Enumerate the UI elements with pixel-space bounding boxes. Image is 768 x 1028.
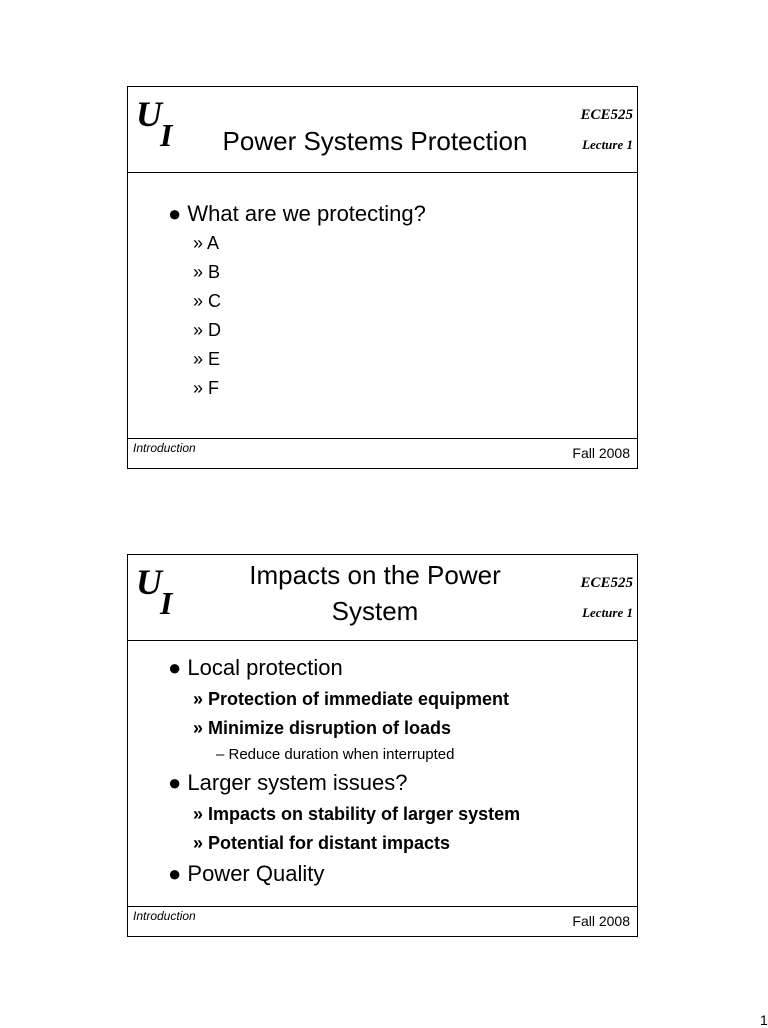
ui-logo-i: I: [160, 117, 173, 153]
course-code: ECE525: [580, 107, 633, 123]
lecture-label: Lecture 1: [582, 137, 633, 152]
sub-bullet: » E: [193, 349, 221, 369]
page-number: 1: [760, 1012, 768, 1028]
sub-bullet: » C: [193, 291, 222, 311]
slide-header: [128, 87, 637, 173]
sub-bullet: » Minimize disruption of loads: [193, 718, 452, 738]
slide-impacts-on-power-system: [127, 554, 638, 937]
title-line: System: [331, 596, 419, 626]
sub-bullet: » Potential for distant impacts: [193, 833, 451, 853]
footer-term: Fall 2008: [572, 445, 630, 461]
sub-bullet: » D: [193, 320, 222, 340]
slide-header: [128, 555, 637, 641]
footer-term: Fall 2008: [572, 913, 630, 929]
slide-body: [128, 641, 637, 907]
bullet-power-quality: ● Power Quality: [168, 861, 325, 886]
sub-bullet: » Impacts on stability of larger system: [193, 804, 521, 824]
sub-bullet: » A: [193, 233, 220, 253]
sub-sub-bullet: – Reduce duration when interrupted: [216, 746, 455, 763]
bullet-larger-system: ● Larger system issues?: [168, 770, 408, 795]
course-code: ECE525: [580, 575, 633, 591]
footer-section: Introduction: [133, 441, 196, 455]
ui-logo-i: I: [160, 585, 173, 621]
slide-title: [200, 557, 550, 629]
lecture-label: Lecture 1: [582, 605, 633, 620]
slide-title: Power Systems Protection: [222, 126, 528, 156]
footer-section: Introduction: [133, 909, 196, 923]
sub-bullet: » Protection of immediate equipment: [193, 689, 510, 709]
title-line: Impacts on the Power: [249, 560, 501, 590]
sub-bullet: » F: [193, 378, 220, 398]
slide-power-systems-protection: [127, 86, 638, 469]
slide-footer: [128, 438, 637, 468]
slide-footer: [128, 906, 637, 936]
slide-body: [128, 173, 637, 439]
ui-logo-u: U: [136, 94, 162, 134]
ui-logo-u: U: [136, 562, 162, 602]
sub-bullet: » B: [193, 262, 221, 282]
bullet-main: ● What are we protecting?: [168, 201, 426, 226]
bullet-local-protection: ● Local protection: [168, 655, 343, 680]
